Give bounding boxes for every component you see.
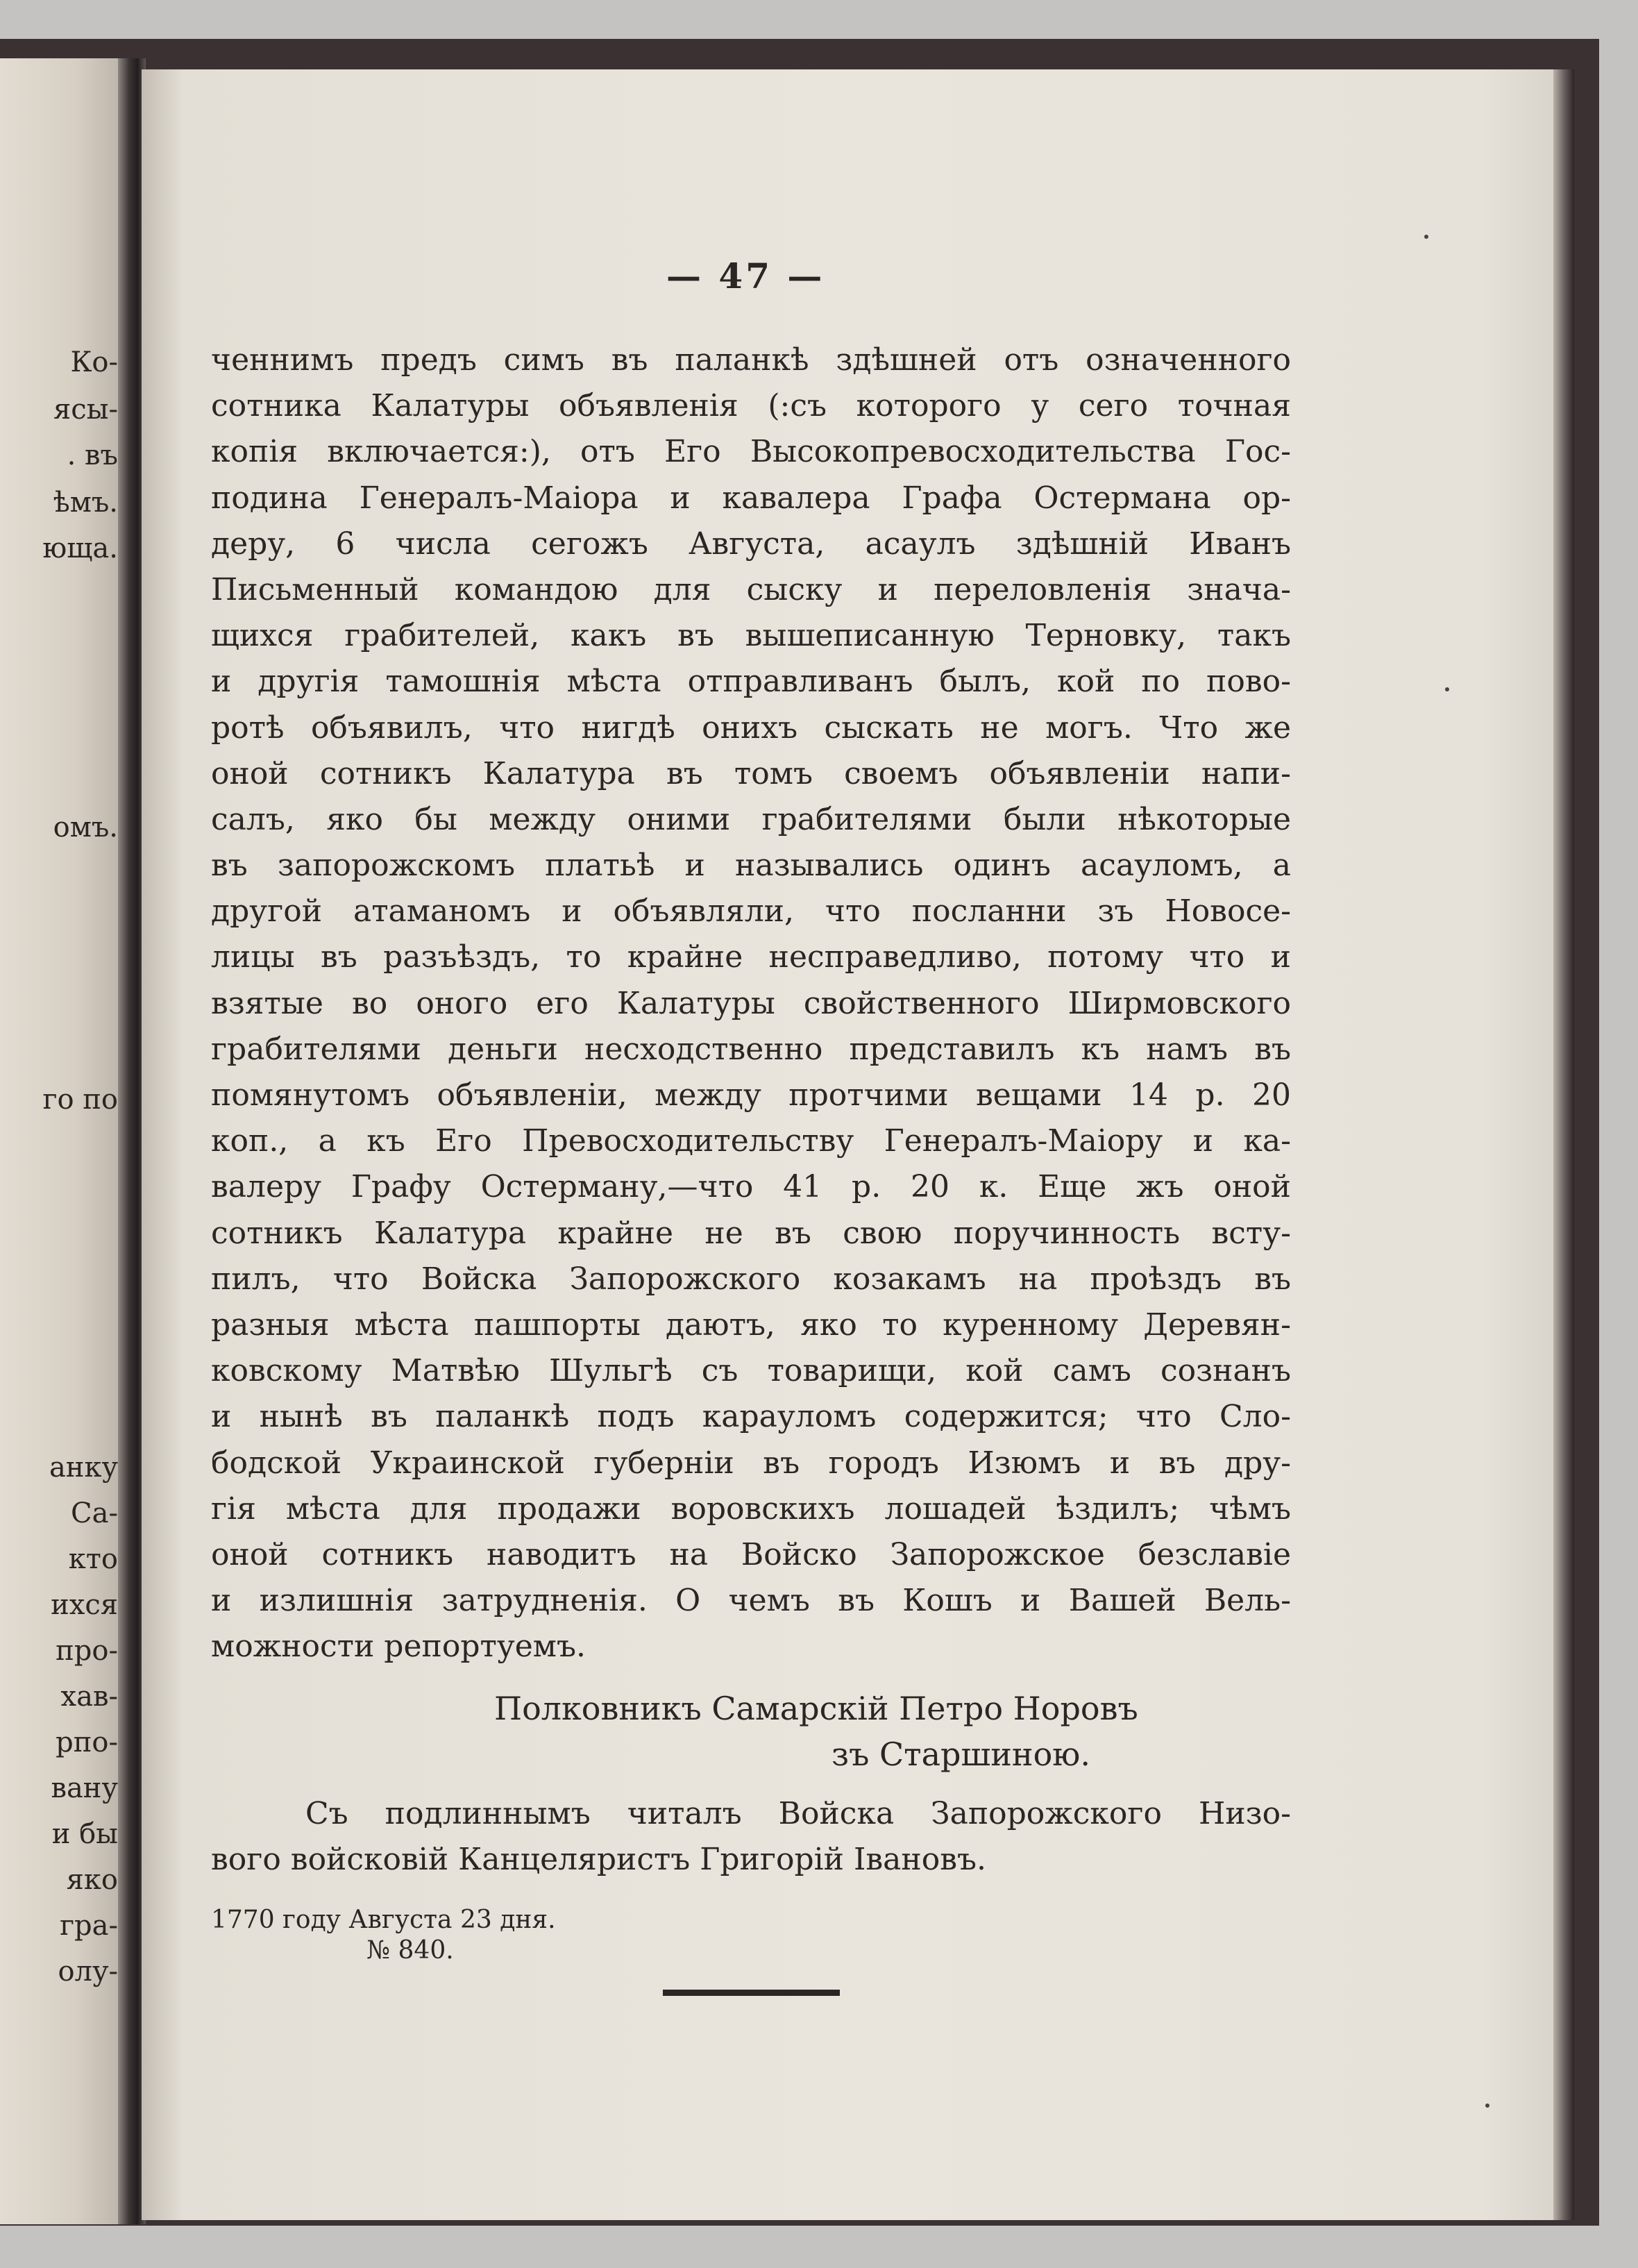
left-fragment: олу- xyxy=(58,1956,118,1988)
left-fragment: го по xyxy=(42,1084,118,1116)
left-fragment: юща. xyxy=(42,532,118,564)
body-line: оной сотникъ Калатура въ томъ своемъ объявленіи напи- xyxy=(211,755,1291,791)
signature-line-1: Полковникъ Самарскій Петро Норовъ xyxy=(494,1690,1138,1727)
body-line: подина Генералъ-Маіора и кавалера Графа Остермана ор- xyxy=(211,480,1291,516)
body-line: лицы въ разъѣздъ, то крайне несправедливо, потому что и xyxy=(211,939,1291,975)
paper-speck xyxy=(1485,2103,1489,2108)
document-number: № 840. xyxy=(366,1936,454,1965)
body-line: ченнимъ предъ симъ въ паланкѣ здѣшней отъ означенного xyxy=(211,342,1291,378)
left-fragment: . въ xyxy=(67,439,118,471)
body-line: гія мѣста для продажи воровскихъ лошадей ѣздилъ; чѣмъ xyxy=(211,1490,1291,1527)
signature-line-2: зъ Старшиною. xyxy=(831,1736,1090,1773)
body-line: коп., а къ Его Превосходительству Генералъ-Маіору и ка- xyxy=(211,1123,1291,1159)
left-fragment: анку xyxy=(49,1452,118,1484)
body-line: и нынѣ въ паланкѣ подъ карауломъ содержится; что Сло- xyxy=(211,1399,1291,1435)
left-fragment: рпо- xyxy=(56,1727,118,1758)
body-line: ковскому Матвѣю Шульгѣ съ товарищи, кой самъ сознанъ xyxy=(211,1353,1291,1389)
body-line: салъ, яко бы между оними грабителями были нѣкоторые xyxy=(211,801,1291,837)
paper-speck xyxy=(1424,235,1428,239)
left-fragment: Ко- xyxy=(70,346,118,378)
left-page-edge xyxy=(0,58,126,2224)
body-line: другой атаманомъ и объявляли, что посланни зъ Новосе- xyxy=(211,893,1291,930)
body-line: оной сотникъ наводитъ на Войско Запорожское безславіе xyxy=(211,1536,1291,1572)
left-fragment: и бы xyxy=(51,1818,118,1850)
page-number: — 47 — xyxy=(666,255,825,296)
right-page-edge xyxy=(1553,69,1574,2220)
body-line: копія включается:), отъ Его Высокопревосходительства Гос- xyxy=(211,434,1291,470)
closing-rule xyxy=(663,1990,840,1996)
body-line: бодской Украинской губерніи въ городъ Изюмъ и въ дру- xyxy=(211,1445,1291,1481)
body-line: ротѣ объявилъ, что нигдѣ онихъ сыскать не могъ. Что же xyxy=(211,709,1291,746)
body-text xyxy=(211,337,1291,1670)
date-line: 1770 году Августа 23 дня. xyxy=(211,1906,556,1934)
body-line: разныя мѣста пашпорты даютъ, яко то куренному Деревян- xyxy=(211,1307,1291,1343)
body-line: валеру Графу Остерману,—что 41 р. 20 к. Еще жъ оной xyxy=(211,1169,1291,1205)
left-fragment: яко xyxy=(66,1864,118,1896)
body-line: Письменный командою для сыску и переловленія знача- xyxy=(211,571,1291,607)
certification-line: Съ подлиннымъ читалъ Войска Запорожского Низо- xyxy=(305,1796,1291,1831)
left-fragment: ѣмъ. xyxy=(53,487,118,519)
left-fragment: Са- xyxy=(71,1497,118,1529)
body-line: щихся грабителей, какъ въ вышеписанную Терновку, такъ xyxy=(211,618,1291,654)
body-line: помянутомъ объявленіи, между протчими вещами 14 р. 20 xyxy=(211,1077,1291,1113)
left-fragment: кто xyxy=(68,1543,118,1575)
body-line: взятые во оного его Калатуры свойственного Ширмовского xyxy=(211,985,1291,1021)
left-fragment: омъ. xyxy=(53,812,118,843)
left-fragment: ихся xyxy=(51,1589,118,1621)
body-line: пилъ, что Войска Запорожского козакамъ на проѣздъ въ xyxy=(211,1261,1291,1297)
body-line: и другія тамошнія мѣста отправливанъ былъ, кой по пово- xyxy=(211,664,1291,700)
left-fragment: ясы- xyxy=(53,394,118,426)
body-line: можности репортуемъ. xyxy=(211,1629,586,1665)
body-line: грабителями деньги несходственно представилъ къ намъ въ xyxy=(211,1031,1291,1067)
left-fragment: гра- xyxy=(60,1910,118,1942)
body-line: сотника Калатуры объявленія (:съ которого у сего точная xyxy=(211,388,1291,424)
left-fragment: вану xyxy=(51,1772,118,1804)
certification-line: вого войсковій Канцеляристъ Григорій Івановъ. xyxy=(211,1842,986,1877)
left-fragment: хав- xyxy=(60,1681,118,1713)
body-line: деру, 6 числа сегожъ Августа, асаулъ здѣшній Иванъ xyxy=(211,526,1291,562)
body-line: въ запорожскомъ платьѣ и назывались одинъ асауломъ, а xyxy=(211,848,1291,884)
left-fragment: про- xyxy=(56,1635,118,1667)
body-line: сотникъ Калатура крайне не въ свою поручинность всту- xyxy=(211,1215,1291,1251)
body-line: и излишнія затрудненія. О чемъ въ Кошъ и Вашей Вель- xyxy=(211,1583,1291,1619)
certification-text xyxy=(211,1791,1291,1883)
paper-speck xyxy=(1445,687,1449,691)
